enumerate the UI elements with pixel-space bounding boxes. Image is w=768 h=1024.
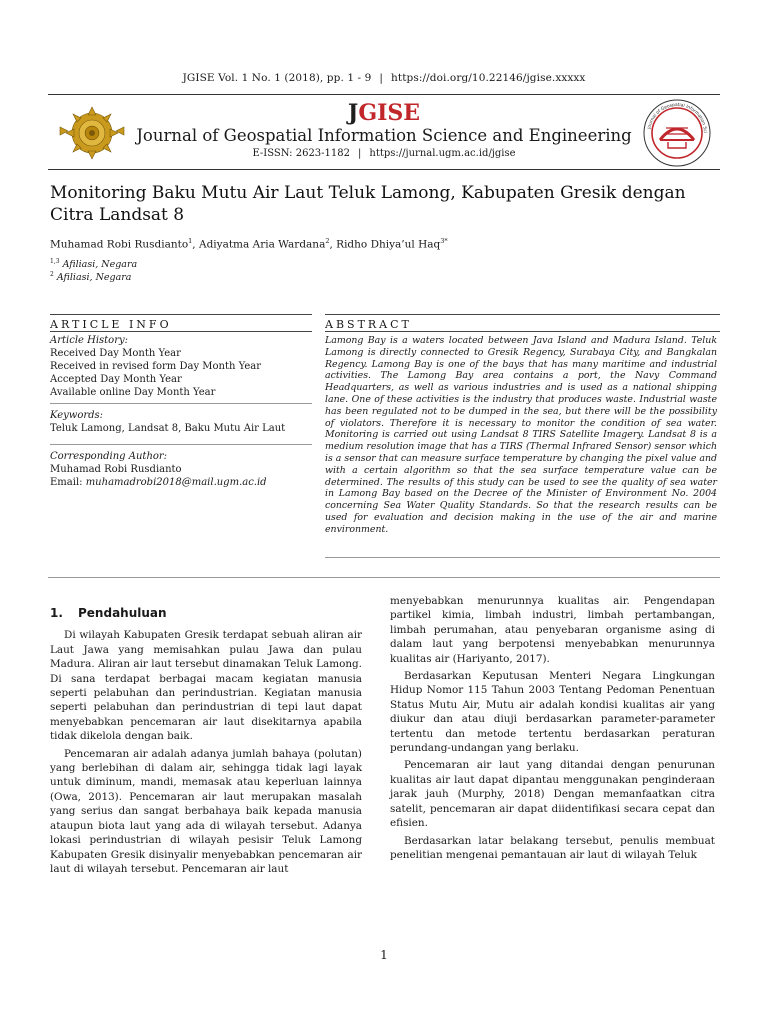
abstract-rule-top [325,314,720,315]
body-paragraph: Pencemaran air adalah adanya jumlah bahaya (polutan) yang berlebihan di dalam air, sehingga tidak lagi layak untuk diminum, mandi, memasak atau keperluan lainnya (Owa, 2013). Pencemaran air laut merupakan masalah yang serius dan sangat berbahaya baik kepada manusia ataupun biota laut yang ada di wilayah tersebut. Adanya lokasi perindustrian di wilayah pesisir Teluk Lamong Kabupaten Gresik disinyalir menyebabkan pencemaran air laut di wilayah tersebut. Pencemaran air laut [50,747,362,875]
corresponding-name: Muhamad Robi Rusdianto [50,464,182,475]
section-number: 1. [50,606,63,620]
article-info-heading: ARTICLE INFO [50,318,172,331]
body-paragraph: Di wilayah Kabupaten Gresik terdapat sebuah aliran air Laut Jawa yang memisahkan pulau Jawa dan pulau Madura. Aliran air laut tersebut dinamakan Teluk Lamong. Di sana terdapat berbagai macam kegiatan manusia seperti pelabuhan dan perindustrian. Kegiatan manusia seperti pelabuhan dan perindustrian di tepi laut dapat menyebabkan pencemaran air laut disekitarnya apabila tidak dikelola dengan baik. [50,629,362,743]
info-rule-bottom [50,331,312,332]
abstract-heading: ABSTRACT [325,318,412,331]
keywords-text: Teluk Lamong, Landsat 8, Baku Mutu Air Laut [50,423,286,434]
body-paragraph: menyebabkan menurunnya kualitas air. Pengendapan partikel kimia, limbah industri, limbah pertambangan, limbah perumahan, atau penyebaran organisme asing di dalam laut yang berpotensi menyebabkan menurunnya kualitas air (Hariyanto, 2017). [390,595,715,665]
header-rule-top [48,94,720,95]
author-name: Adiyatma Aria Wardana [198,238,326,251]
journal-name: Journal of Geospatial Information Science and Engineering [136,126,632,145]
article-history [50,334,312,399]
doi-link[interactable]: https://doi.org/10.22146/jgise.xxxxx [391,72,586,84]
author-affil-ref: 3* [440,237,448,245]
body-paragraph: Berdasarkan Keputusan Menteri Negara Lingkungan Hidup Nomor 115 Tahun 2003 Tentang Pedoman Penentuan Status Mutu Air, Mutu air adalah kondisi kualitas air yang diukur dan atau diuji berdasarkan parameter-parameter tertentu dan metode tertentu berdasarkan peraturan perundang-undangan yang berlaku. [390,670,715,755]
abstract-text: Lamong Bay is a waters located between Java Island and Madura Island. Teluk Lamong is directly connected to Gresik Regency, Surabaya City, and Bangkalan Regency. Lamong Bay is one of the bays that has many maritime and industrial activities. The Lamong Bay area contains a port, the Navy Command Headquarters, as well as various industries and is used as a national shipping lane. One of these activities is the industry that produces waste. Industrial waste has been regulated not to be dumped in the sea, but there will be the possibility of violators. Therefore it is necessary to monitor the condition of sea water. Monitoring is carried out using Landsat 8 TIRS Satellite Imagery. Landsat 8 is a medium resolution image that has a TIRS (Thermal Infrared Sensor) sensor which is a sensor that can measure surface temperature by changing the pixel value and with a certain algorithm so that the sea surface temperature value can be determined. The results of this study can be used to see the quality of sea water in Lamong Bay based on the Decree of the Minister of Environment No. 2004 concerning Sea Water Quality Standards. So that the research results can be used for evaluation and decision making in the use of the air and marine environment. [325,335,717,535]
keywords-label: Keywords: [50,410,104,421]
email-link[interactable]: muhamadrobi2018@mail.ugm.ac.id [85,477,267,488]
author-name: Ridho Dhiya’ul Haq [336,238,441,251]
issn-text: E-ISSN: 2623-1182 [252,148,350,159]
title-line-1: Monitoring Baku Mutu Air Laut Teluk Lamong, Kabupaten Gresik dengan [50,183,686,203]
body-column-left [50,606,362,879]
author-sep: , [329,238,337,251]
author-name: Muhamad Robi Rusdianto [50,238,189,251]
journal-logo [638,98,716,168]
corresponding-block [50,450,312,489]
corresponding-label: Corresponding Author: [50,451,168,462]
body-paragraph: Pencemaran air laut yang ditandai dengan penurunan kualitas air laut dapat dipantau menggunakan penginderaan jarak jauh (Murphy, 2018) Dengan memanfaatkan citra satelit, pencemaran air dapat diidentifikasi secara cepat dan efisien. [390,759,715,830]
section-title: Pendahuluan [78,606,167,620]
separator: | [358,148,362,159]
title-line-2: Citra Landsat 8 [50,205,185,225]
author-list [50,237,448,251]
affil-ref: 2 [50,271,54,278]
header-rule-bottom [48,169,720,170]
history-item: Available online Day Month Year [50,387,216,398]
journal-url-link[interactable]: https://jurnal.ugm.ac.id/jgise [369,148,516,159]
affil-ref: 1,3 [50,258,60,265]
running-header [0,72,768,84]
history-item: Accepted Day Month Year [50,374,182,385]
journal-logo-text: Journal of Geospatial Information Sci [647,102,708,134]
info-divider [50,403,312,404]
page-number: 1 [380,948,388,962]
body-column-right [390,594,715,865]
citation-text: JGISE Vol. 1 No. 1 (2018), pp. 1 - 9 [182,72,372,84]
affil-text: Afiliasi, Negara [59,259,138,271]
journal-abbrev: JGISE [347,100,421,126]
paper-title [50,182,720,226]
affil-text: Afiliasi, Negara [53,272,132,284]
affiliation-line [50,258,137,270]
history-item: Received in revised form Day Month Year [50,361,262,372]
info-rule-top [50,314,312,315]
author-affil-ref: 2 [325,237,330,245]
section-heading [50,606,362,620]
front-matter-rule [48,577,720,578]
author-affil-ref: 1 [188,237,193,245]
history-label: Article History: [50,335,129,346]
separator: | [379,72,384,84]
email-line [50,476,312,489]
affiliation-line [50,271,131,283]
abstract-rule-end [325,557,720,558]
abstract-rule-bottom [325,331,720,332]
info-divider [50,444,312,445]
email-label: Email: [50,477,83,488]
author-sep: , [192,238,199,251]
keywords-block [50,409,312,435]
body-paragraph: Berdasarkan latar belakang tersebut, penulis membuat penelitian mengenai pemantauan air laut di wilayah Teluk [390,834,715,861]
history-item: Received Day Month Year [50,348,181,359]
